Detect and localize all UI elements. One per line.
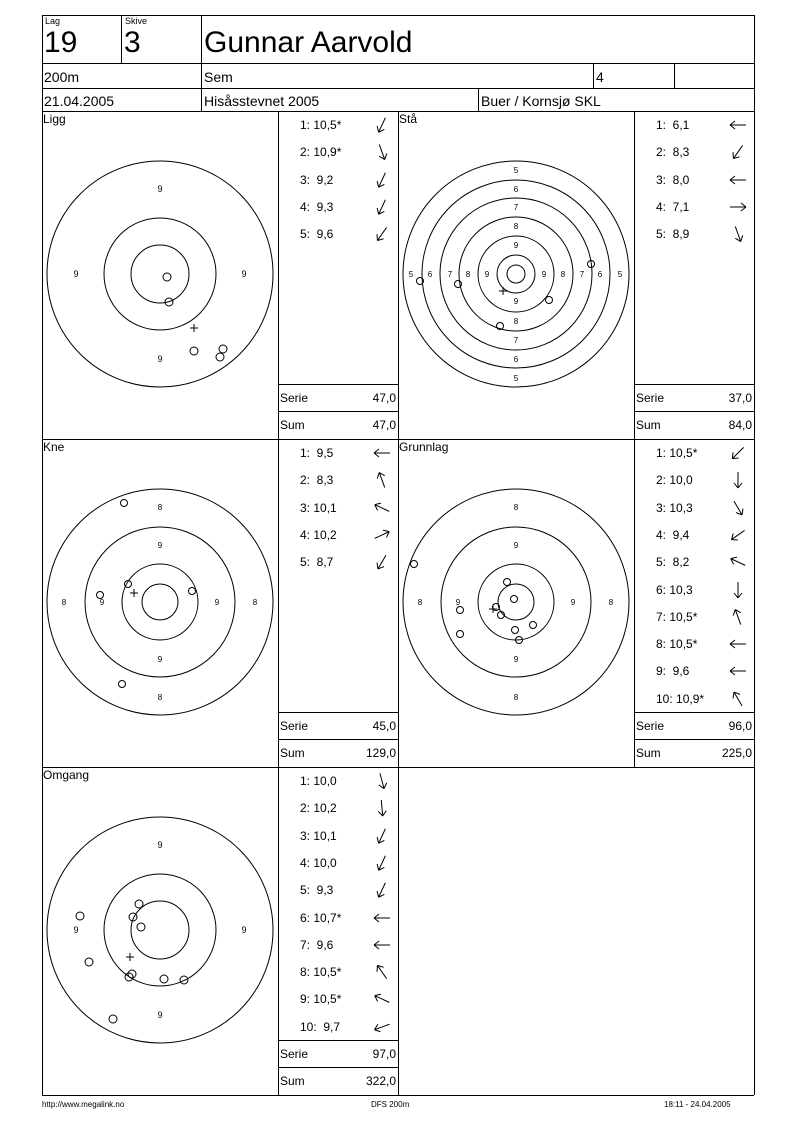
ring-label: 5 <box>617 270 623 279</box>
ring-label: 8 <box>560 270 566 279</box>
shot-score: 2: 10,0 <box>656 473 693 488</box>
ring-label: 9 <box>157 354 163 364</box>
shot-score: 10: 10,9* <box>656 691 705 706</box>
date: 21.04.2005 <box>44 93 115 109</box>
serie-label: Serie <box>636 719 665 733</box>
shot-score: 1: 9,5 <box>300 446 334 460</box>
shot-score: 9: 10,5* <box>300 992 342 1007</box>
ring-label: 9 <box>570 598 576 607</box>
ring-label: 9 <box>157 1010 163 1020</box>
ring-label: 5 <box>513 374 519 383</box>
shot-hole <box>180 976 188 984</box>
lag-value: 19 <box>44 26 78 59</box>
ring-label: 6 <box>427 270 433 279</box>
ring-label: 9 <box>214 598 220 607</box>
ring-label: 9 <box>513 541 519 550</box>
shot-score: 3: 8,0 <box>656 172 690 187</box>
ring-label: 8 <box>608 598 614 607</box>
lag-label: Lag <box>45 16 61 26</box>
shot-score: 8: 10,5* <box>300 965 342 980</box>
ring-label: 8 <box>513 503 519 512</box>
serie-label: Serie <box>636 391 665 405</box>
section-title-kne: Kne <box>43 440 65 454</box>
event-name: Hisåsstevnet 2005 <box>204 93 320 109</box>
shot-score: 2: 8,3 <box>300 473 334 488</box>
place: Sem <box>204 69 233 85</box>
shot-score: 9: 9,6 <box>656 664 690 679</box>
club-name: Buer / Kornsjø SKL <box>481 93 601 109</box>
shooter-name: Gunnar Aarvold <box>204 26 413 59</box>
serie-value: 45,0 <box>372 719 396 733</box>
section-title-staa: Stå <box>399 112 418 126</box>
shot-hole <box>109 1015 117 1023</box>
ring-label: 8 <box>465 270 471 279</box>
ring-label: 9 <box>455 598 461 607</box>
shot-score: 5: 8,7 <box>300 555 334 570</box>
ring-label: 7 <box>513 336 519 345</box>
shot-hole <box>76 912 84 920</box>
ring-label: 9 <box>541 270 547 279</box>
shot-score: 7: 9,6 <box>300 937 334 952</box>
shot-score: 1: 10,5* <box>300 118 342 132</box>
sum-label: Sum <box>280 418 305 432</box>
shot-score: 1: 10,0 <box>300 774 337 788</box>
shot-score: 6: 10,7* <box>300 910 342 925</box>
ring-label: 9 <box>157 541 163 550</box>
ring-label: 6 <box>513 355 519 364</box>
ring-label: 8 <box>157 693 163 702</box>
ring-label: 9 <box>513 655 519 664</box>
shot-hole <box>135 900 143 908</box>
ring-label: 9 <box>157 184 163 194</box>
ring-label: 8 <box>513 222 519 231</box>
shot-score: 4: 10,0 <box>300 855 337 870</box>
ring-label: 9 <box>157 655 163 664</box>
section-title-ligg: Ligg <box>43 112 66 126</box>
footer-timestamp: 18:11 - 24.04.2005 <box>664 1100 731 1109</box>
ring-label: 8 <box>513 693 519 702</box>
section-title-omgang: Omgang <box>43 768 90 782</box>
serie-label: Serie <box>280 1047 309 1061</box>
ring-label: 8 <box>252 598 258 607</box>
shot-score: 5: 8,9 <box>656 227 690 242</box>
ring-label: 6 <box>597 270 603 279</box>
shot-score: 3: 10,3 <box>656 500 693 515</box>
sum-value: 322,0 <box>365 1074 396 1088</box>
shot-score: 10: 9,7 <box>300 1019 341 1034</box>
ring-label: 8 <box>61 598 67 607</box>
sum-value: 84,0 <box>728 418 752 432</box>
shot-hole <box>160 975 168 983</box>
serie-label: Serie <box>280 719 309 733</box>
shot-score: 4: 9,4 <box>656 527 690 542</box>
ring-label: 5 <box>513 166 519 175</box>
ring-label: 9 <box>513 241 519 250</box>
shot-score: 1: 6,1 <box>656 118 690 132</box>
serie-value: 96,0 <box>728 719 752 733</box>
shot-score: 2: 8,3 <box>656 145 690 160</box>
ring-label: 9 <box>99 598 105 607</box>
shot-score: 2: 10,2 <box>300 801 337 816</box>
ring-label: 9 <box>484 270 490 279</box>
shot-score: 3: 9,2 <box>300 172 334 187</box>
shot-score: 1: 10,5* <box>656 446 698 460</box>
sum-label: Sum <box>636 746 661 760</box>
shot-score: 3: 10,1 <box>300 828 337 843</box>
ring-label: 7 <box>579 270 585 279</box>
shot-score: 5: 9,3 <box>300 883 334 898</box>
shot-hole <box>85 958 93 966</box>
center-mark <box>126 953 134 961</box>
serie-label: Serie <box>280 391 309 405</box>
ring-label: 9 <box>241 925 247 935</box>
ring-label: 7 <box>447 270 453 279</box>
distance: 200m <box>44 69 80 85</box>
ring-label: 9 <box>73 925 79 935</box>
ring-label: 8 <box>417 598 423 607</box>
ring-label: 9 <box>157 840 163 850</box>
shot-score: 7: 10,5* <box>656 609 698 624</box>
ring-label: 5 <box>408 270 414 279</box>
shot-score: 4: 7,1 <box>656 199 690 214</box>
sum-label: Sum <box>280 1074 305 1088</box>
footer-url: http://www.megalink.no <box>42 1100 125 1109</box>
ring-label: 7 <box>513 203 519 212</box>
skive-value: 3 <box>124 26 141 59</box>
serie-value: 97,0 <box>372 1047 396 1061</box>
sum-value: 129,0 <box>365 746 396 760</box>
shot-hole <box>137 923 145 931</box>
ring-label: 9 <box>241 269 247 279</box>
sum-value: 225,0 <box>721 746 752 760</box>
shot-score: 5: 8,2 <box>656 555 690 570</box>
shot-score: 4: 9,3 <box>300 199 334 214</box>
shot-score: 5: 9,6 <box>300 227 334 242</box>
shot-score: 2: 10,9* <box>300 145 342 160</box>
section-title-grunnlag: Grunnlag <box>399 440 449 454</box>
footer-program: DFS 200m <box>371 1100 410 1109</box>
shot-score: 4: 10,2 <box>300 527 337 542</box>
ring-label: 8 <box>157 503 163 512</box>
ring-label: 9 <box>73 269 79 279</box>
serie-value: 47,0 <box>372 391 396 405</box>
ring-label: 8 <box>513 317 519 326</box>
serie-value: 37,0 <box>728 391 752 405</box>
ring-label: 9 <box>513 297 519 306</box>
skive-label: Skive <box>125 16 148 26</box>
sum-label: Sum <box>280 746 305 760</box>
shot-score: 3: 10,1 <box>300 500 337 515</box>
shot-score: 6: 10,3 <box>656 582 693 597</box>
sum-value: 47,0 <box>372 418 396 432</box>
round-number: 4 <box>596 69 604 85</box>
sum-label: Sum <box>636 418 661 432</box>
ring-label: 6 <box>513 185 519 194</box>
shot-score: 8: 10,5* <box>656 637 698 652</box>
